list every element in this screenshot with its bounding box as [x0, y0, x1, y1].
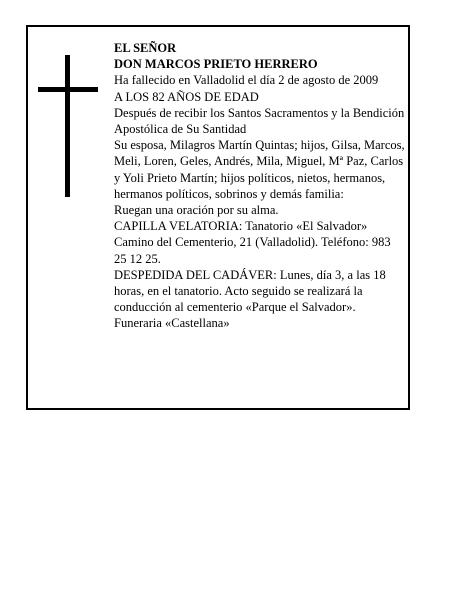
funeral-home: Funeraria «Castellana»: [114, 316, 230, 331]
deceased-name: DON MARCOS PRIETO HERRERO: [114, 57, 318, 72]
obituary-notice: [26, 25, 410, 410]
sacraments-line: Después de recibir los Santos Sacramentos y la Bendición Apostólica de Su Santidad: [114, 105, 405, 137]
cross-horizontal-bar: [38, 87, 98, 92]
death-info: Ha fallecido en Valladolid el día 2 de agosto de 2009: [114, 73, 379, 88]
chapel-label: CAPILLA VELATORIA:: [114, 219, 243, 234]
chapel-info: [114, 218, 406, 267]
cross-vertical-bar: [65, 55, 70, 197]
latin-cross-icon: [38, 55, 98, 197]
farewell-text: Lunes, día 3, a las 18 horas, en el tanatorio. Acto seguido se realizará la conducción al cementerio «Parque el Salvador».: [114, 267, 386, 315]
chapel-text: Tanatorio «El Salvador» Camino del Cementerio, 21 (Valladolid). Teléfono: 983 25 12 25.: [114, 219, 391, 266]
title-line: EL SEÑOR: [114, 41, 177, 55]
prayer-line: Ruegan una oración por su alma.: [114, 203, 279, 218]
obituary-text: [114, 40, 406, 332]
farewell-info: [114, 267, 406, 316]
family-list: Su esposa, Milagros Martín Quintas; hijos, Gilsa, Marcos, Meli, Loren, Geles, Andrés, Mila, Miguel, Mª Paz, Carlos y Yoli Prieto Martín; hijos políticos, nietos, hermanos, hermanos políticos, sobrinos y demás familia:: [114, 138, 405, 201]
farewell-label: DESPEDIDA DEL CADÁVER:: [114, 267, 277, 282]
age-line: A LOS 82 AÑOS DE EDAD: [114, 89, 259, 104]
